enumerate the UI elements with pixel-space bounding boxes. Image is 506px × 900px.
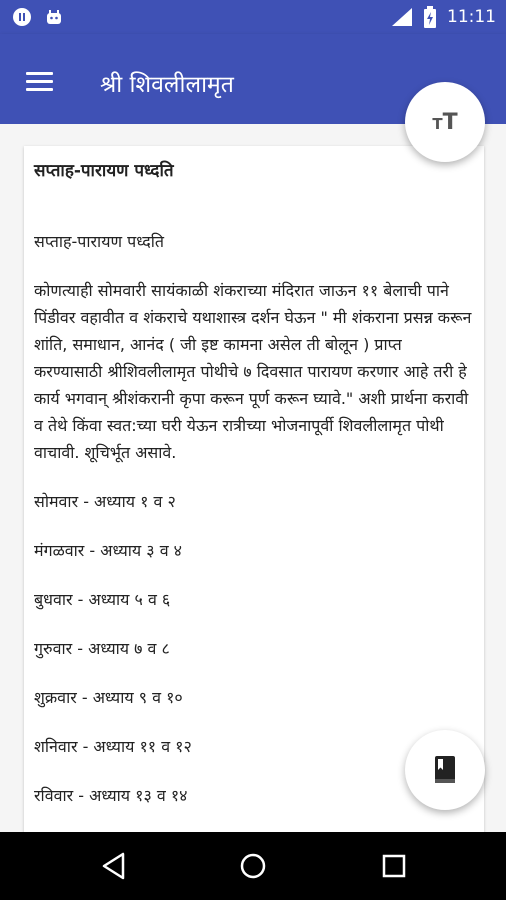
app-title: श्री शिवलीलामृत: [100, 72, 234, 98]
status-time: 11:11: [447, 7, 496, 27]
schedule-item: शनिवार - अध्याय ११ व १२: [34, 737, 192, 756]
notification-icons: [12, 7, 64, 27]
android-icon: [44, 7, 64, 27]
text-size-big-icon: T: [442, 109, 458, 135]
home-icon: [239, 852, 267, 880]
section-subtitle: सप्ताह-पारायण पध्दति: [34, 232, 164, 251]
back-icon: [101, 852, 127, 880]
book-button[interactable]: [405, 730, 485, 810]
schedule-item: बुधवार - अध्याय ५ व ६: [34, 590, 171, 609]
schedule-item: गुरुवार - अध्याय ७ व ८: [34, 639, 170, 658]
pause-notification-icon: [12, 7, 32, 27]
status-bar: [0, 0, 506, 34]
section-body: [34, 228, 474, 831]
section-title: सप्ताह-पारायण पध्दति: [34, 161, 174, 181]
status-right: [391, 6, 496, 28]
schedule-item: रविवार - अध्याय १३ व १४: [34, 786, 188, 805]
content-card[interactable]: [24, 146, 484, 846]
navigation-bar: [0, 832, 506, 900]
home-button[interactable]: [237, 850, 269, 882]
back-button[interactable]: [98, 850, 130, 882]
schedule-item: शुक्रवार - अध्याय ९ व १०: [34, 688, 183, 707]
text-size-small-icon: T: [432, 115, 443, 133]
recents-button[interactable]: [378, 850, 410, 882]
schedule-item: मंगळवार - अध्याय ३ व ४: [34, 541, 183, 560]
recents-icon: [382, 854, 406, 878]
text-size-button[interactable]: [405, 82, 485, 162]
signal-icon: [391, 7, 413, 27]
instructions-paragraph: कोणत्याही सोमवारी सायंकाळी शंकराच्या मंदिरात जाऊन ११ बेलाची पाने पिंडीवर वहावीत व शंकराचे यथाशास्त्र दर्शन घेऊन " मी शंकराना प्रसन्न करून शांति, समाधान, आनंद ( जी इष्ट कामना असेल ती बोलून ) प्राप्त करण्यासाठी श्रीशिवलीलामृत पोथीचे ७ दिवसात पारायण करणार आहे तरी हे कार्य भगवान् श्रीशंकरानी कृपा करून पूर्ण करून घ्यावे." अशी प्रार्थना करावी व तेथे किंवा स्वत:च्या घरी येऊन रात्रीच्या भोजनापूर्वी शिवलीलामृत पोथी वाचावी. शूचिर्भूत असावे.: [34, 281, 472, 462]
book-icon: [432, 755, 458, 785]
schedule-item: सोमवार - अध्याय १ व २: [34, 492, 176, 511]
menu-icon[interactable]: [26, 72, 53, 92]
battery-icon: [423, 6, 437, 28]
